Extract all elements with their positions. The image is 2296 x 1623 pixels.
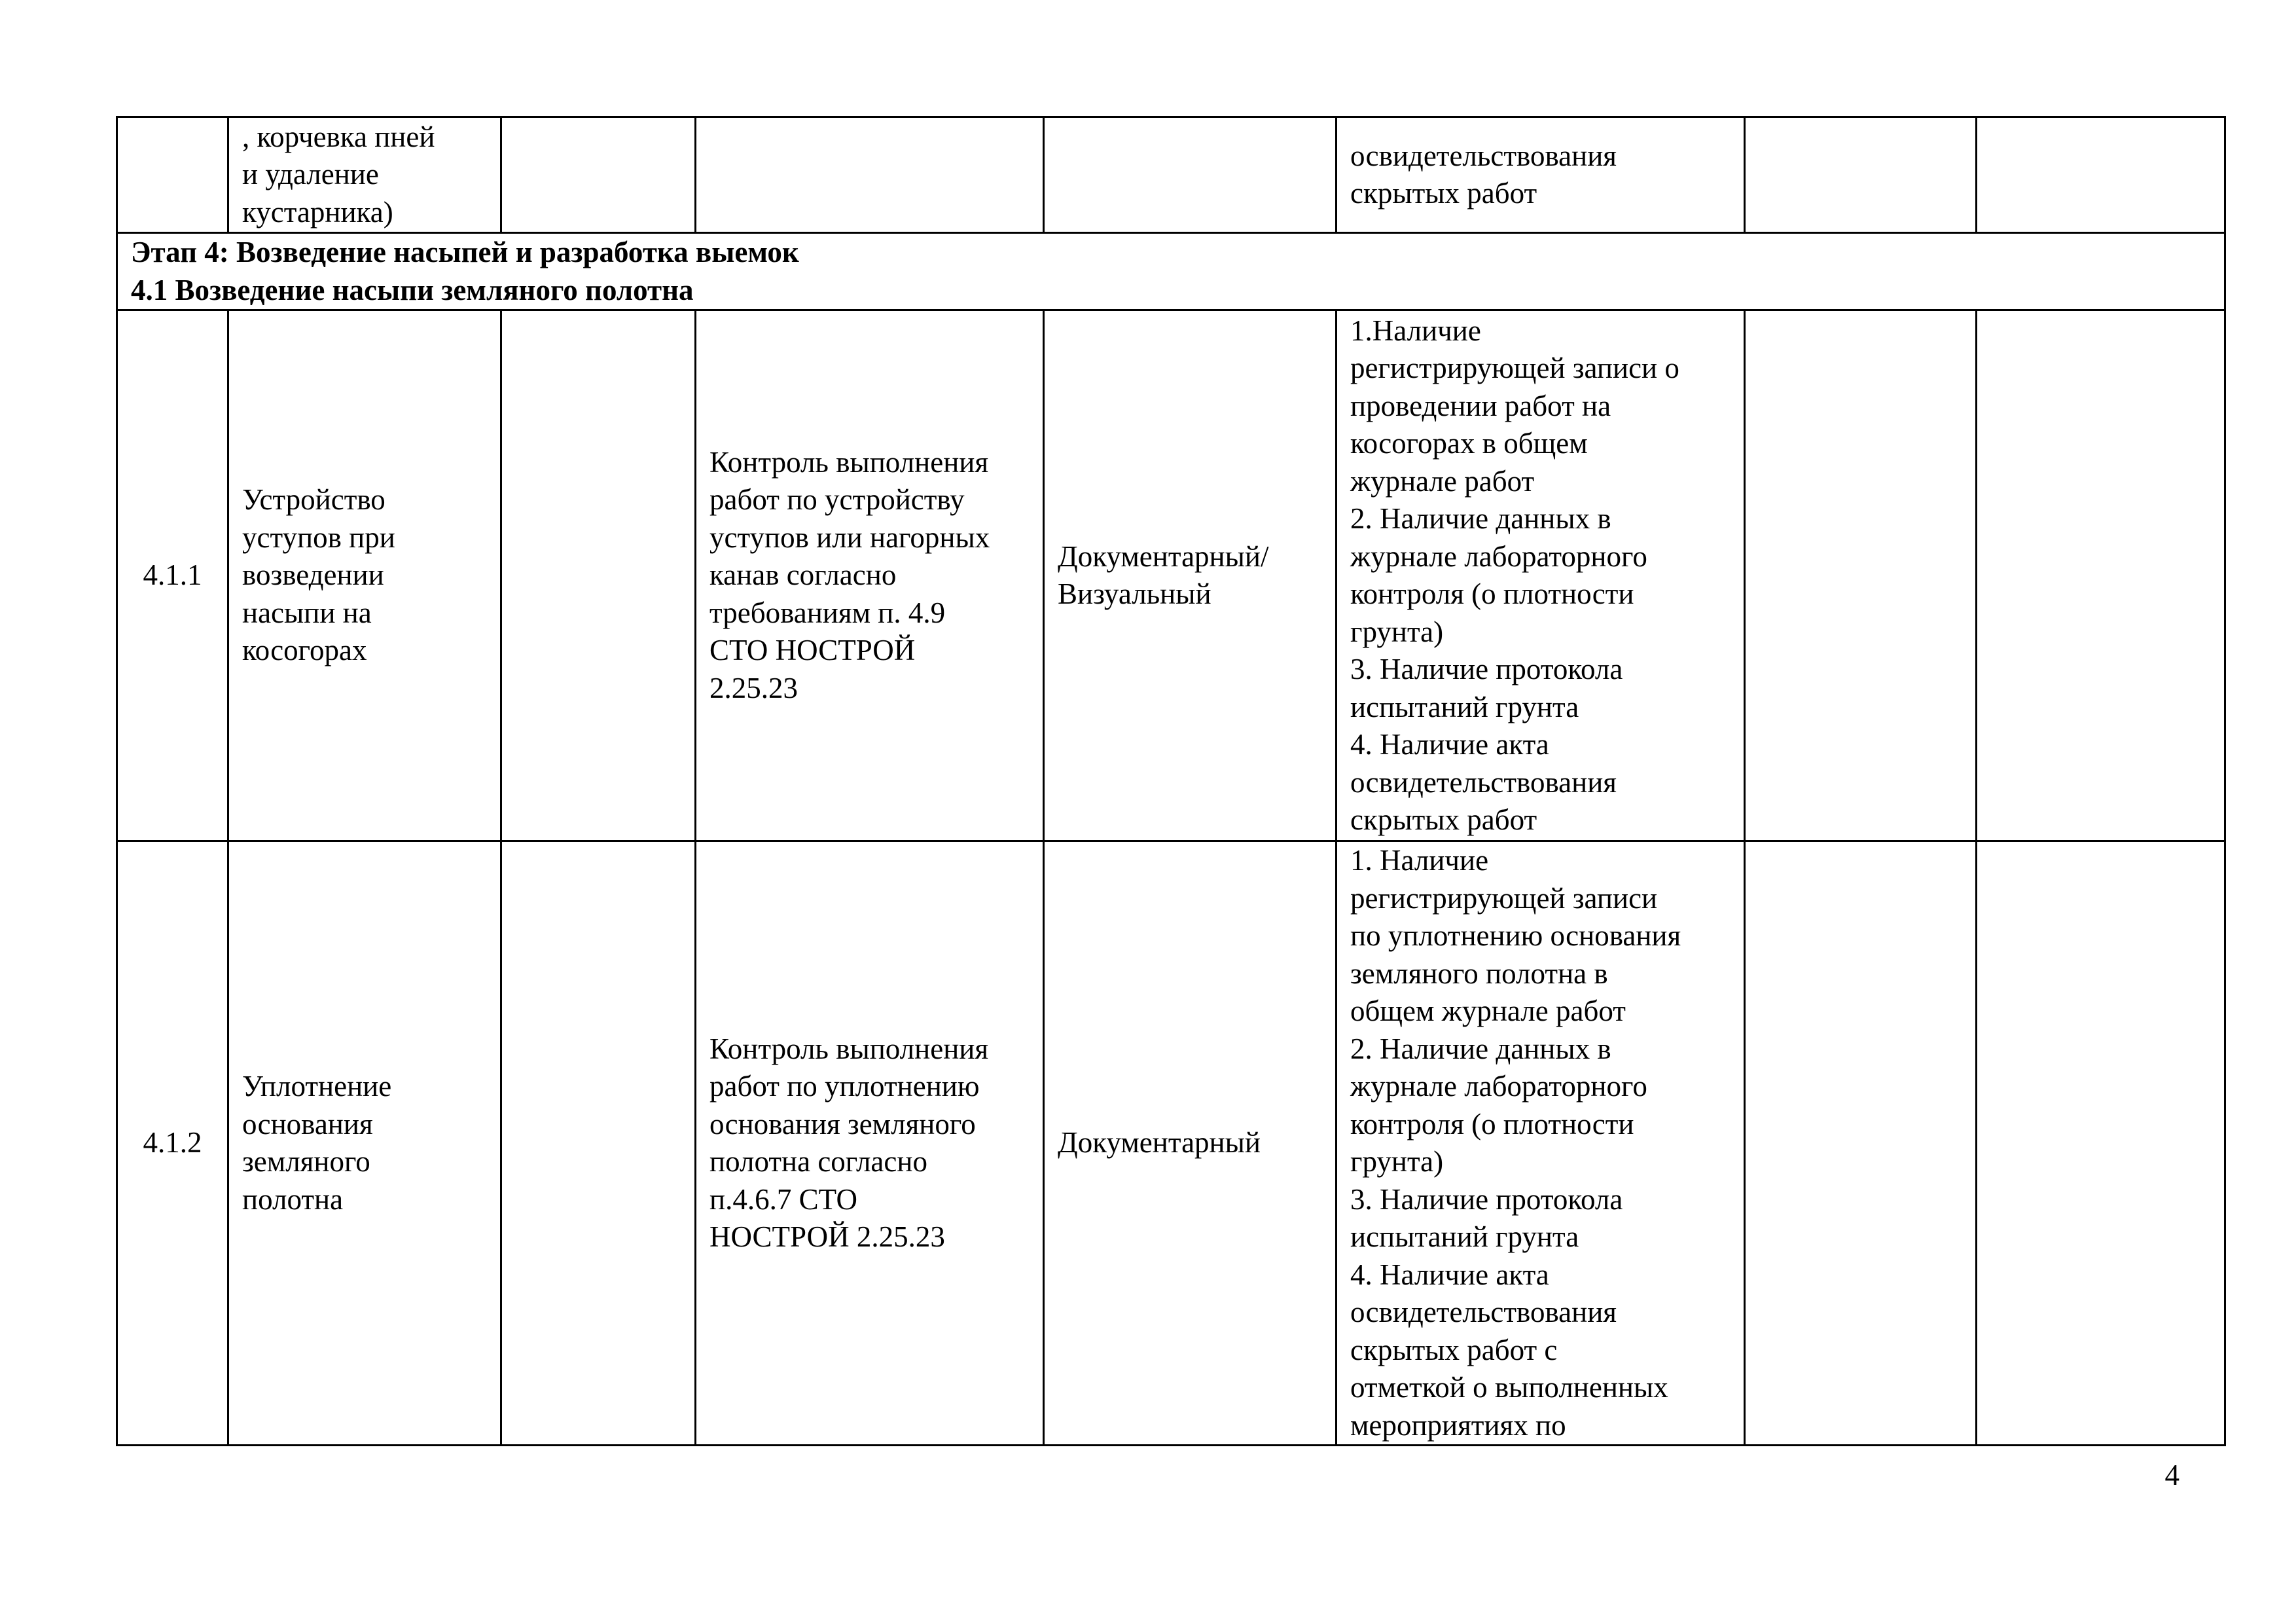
- row-number: 4.1.1: [117, 310, 228, 841]
- control-table: [116, 116, 2226, 1446]
- cell-empty: [1745, 117, 1977, 233]
- work-continuation: , корчевка пней и удаление кустарника): [228, 117, 501, 233]
- required-documents: 1.Наличие регистрирующей записи о проведении работ на косогорах в общем журнале работ 2. Наличие данных в журнале лабораторного контроля (о плотности грунта) 3. Наличие протокола испытаний грунта 4. Наличие акта освидетельствования скрытых работ: [1336, 310, 1745, 841]
- page-number: 4: [2164, 1459, 2179, 1491]
- stage-header: [117, 233, 2225, 310]
- control-description: Контроль выполнения работ по уплотнению основания земляного полотна согласно п.4.6.7 СТО НОСТРОЙ 2.25.23: [696, 841, 1044, 1446]
- cell-empty: [1977, 310, 2225, 841]
- cell-empty: [1745, 310, 1977, 841]
- control-method: Документарный/ Визуальный: [1044, 310, 1336, 841]
- continued-row: [117, 117, 2225, 233]
- table-row: [117, 310, 2225, 841]
- work-name: Уплотнение основания земляного полотна: [228, 841, 501, 1446]
- control-description: Контроль выполнения работ по устройству уступов или нагорных канав согласно требованиям п. 4.9 СТО НОСТРОЙ 2.25.23: [696, 310, 1044, 841]
- stage-header-row: [117, 233, 2225, 310]
- cell-number-empty: [117, 117, 228, 233]
- required-documents: 1. Наличие регистрирующей записи по уплотнению основания земляного полотна в общем журнале работ 2. Наличие данных в журнале лабораторного контроля (о плотности грунта) 3. Наличие протокола испытаний грунта 4. Наличие акта освидетельствования скрытых работ с отметкой о выполненных мероприятиях по: [1336, 841, 1745, 1446]
- documents-continuation: освидетельствования скрытых работ: [1336, 117, 1745, 233]
- table-row: [117, 841, 2225, 1446]
- cell-empty: [501, 117, 696, 233]
- control-method: Документарный: [1044, 841, 1336, 1446]
- row-number: 4.1.2: [117, 841, 228, 1446]
- cell-empty: [1977, 841, 2225, 1446]
- cell-empty: [696, 117, 1044, 233]
- stage-title: Этап 4: Возведение насыпей и разработка выемок: [131, 236, 799, 268]
- section-title: 4.1 Возведение насыпи земляного полотна: [131, 273, 694, 306]
- cell-empty: [1745, 841, 1977, 1446]
- cell-empty: [501, 310, 696, 841]
- cell-empty: [501, 841, 696, 1446]
- work-name: Устройство уступов при возведении насыпи на косогорах: [228, 310, 501, 841]
- cell-empty: [1977, 117, 2225, 233]
- cell-empty: [1044, 117, 1336, 233]
